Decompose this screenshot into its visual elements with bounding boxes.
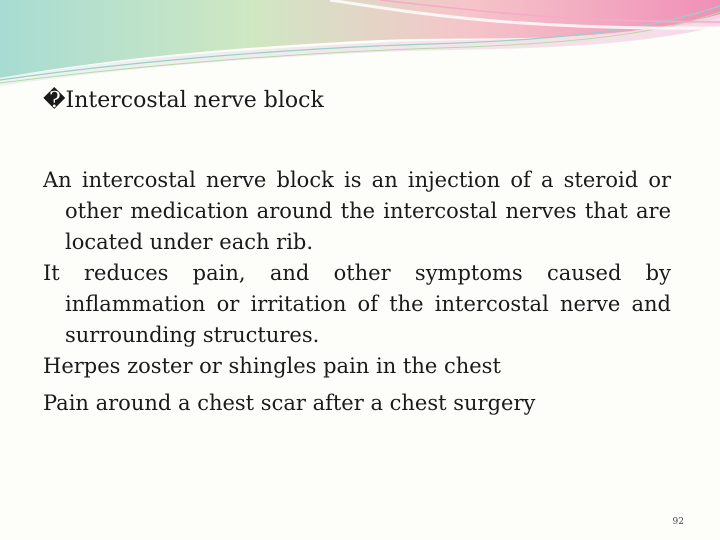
paragraph-indication-shingles: Herpes zoster or shingles pain in the chest [43,354,501,378]
paragraph-purpose: It reduces pain, and other symptoms caused by inflammation or irritation of the intercostal nerve and surrounding structures. [43,261,671,347]
paragraph-indication-scar: Pain around a chest scar after a chest surgery [43,391,536,415]
page-number: 92 [672,517,684,527]
header-decoration [0,0,720,90]
paragraph-definition: An intercostal nerve block is an injection of a steroid or other medication around the intercostal nerves that are located under each rib. [43,168,671,254]
slide-title: �Intercostal nerve block [43,88,324,113]
slide-body [43,165,671,419]
